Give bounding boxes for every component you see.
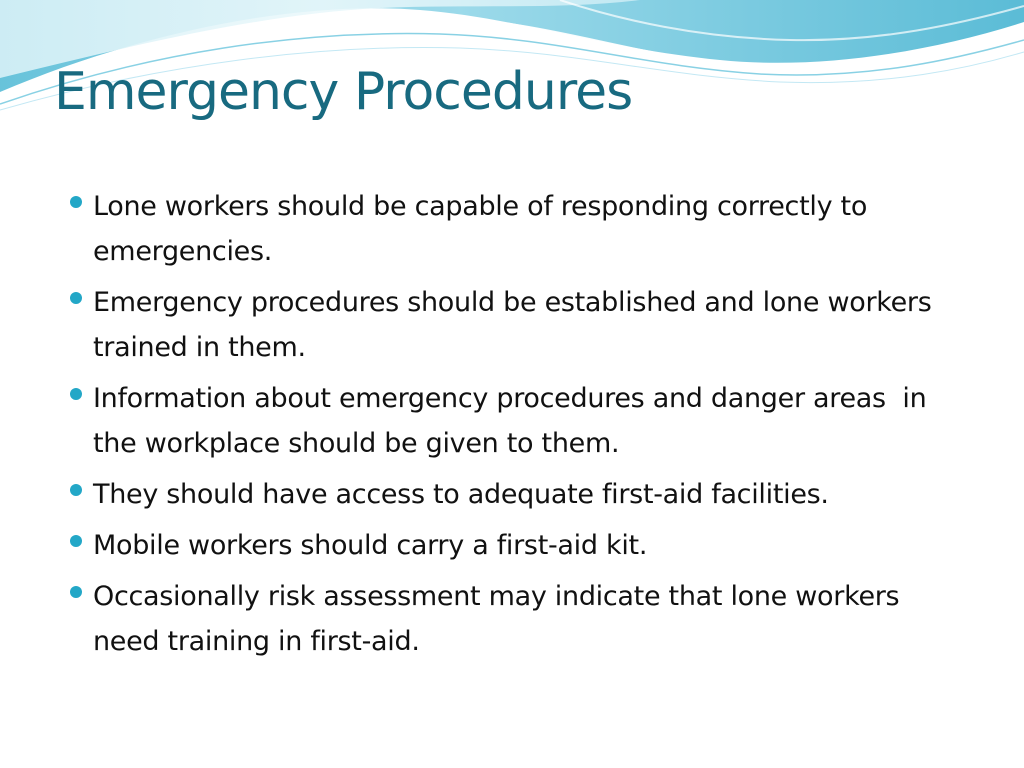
bullet-item — [70, 280, 950, 370]
bullet-item — [70, 523, 950, 568]
bullet-dot-icon — [70, 388, 82, 400]
bullet-dot-icon — [70, 196, 82, 208]
bullet-dot-icon — [70, 484, 82, 496]
bullet-dot-icon — [70, 292, 82, 304]
bullet-item — [70, 376, 950, 466]
bullet-text: Emergency procedures should be established and lone workers trained in them. — [93, 287, 940, 363]
bullet-list — [70, 184, 950, 670]
bullet-text: Occasionally risk assessment may indicate that lone workers need training in first-aid. — [93, 581, 908, 657]
bullet-item — [70, 184, 950, 274]
bullet-item — [70, 472, 950, 517]
bullet-text: Lone workers should be capable of responding correctly to emergencies. — [93, 191, 876, 267]
bullet-text: Mobile workers should carry a first-aid kit. — [93, 530, 648, 561]
bullet-text: They should have access to adequate first-aid facilities. — [93, 479, 829, 510]
bullet-item — [70, 574, 950, 664]
bullet-text: Information about emergency procedures and danger areas in the workplace should be given to them. — [93, 383, 935, 459]
slide-title: Emergency Procedures — [54, 62, 633, 122]
bullet-dot-icon — [70, 586, 82, 598]
bullet-dot-icon — [70, 535, 82, 547]
